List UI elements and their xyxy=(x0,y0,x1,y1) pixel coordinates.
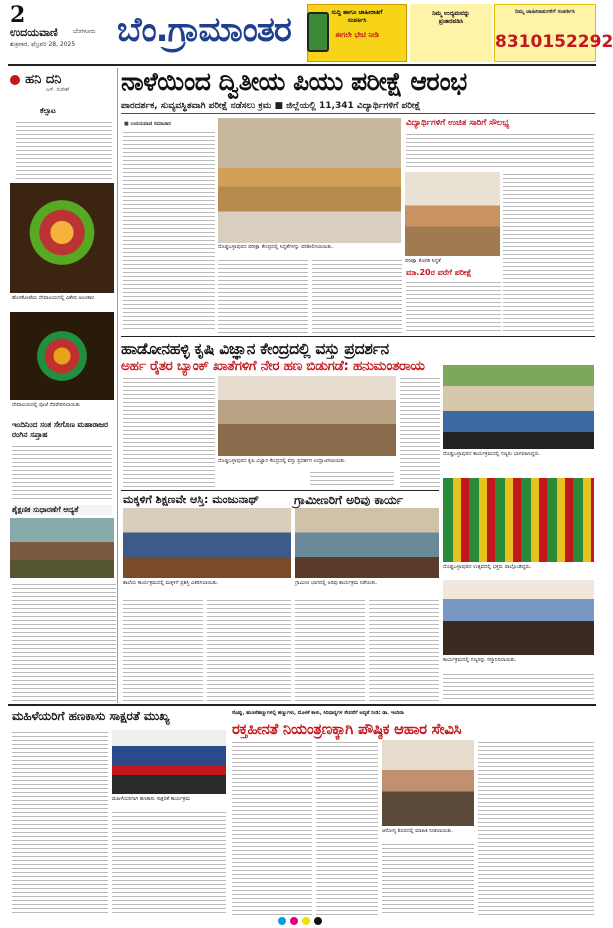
festival-photo xyxy=(443,478,594,562)
lead-col2 xyxy=(218,258,308,333)
lead-subhead-rule xyxy=(121,113,595,114)
bottom-col4 xyxy=(316,740,378,915)
ad1-line1: ಸುದ್ದಿ ಹಾಗೂ ಜಾಹೀರಾತಿಗೆ xyxy=(331,9,383,16)
sidebar-story2-text xyxy=(12,582,116,702)
krishi-expo-photo xyxy=(218,376,396,456)
women-finance-photo-caption: ಮಹಿಳೆಯರಿಗಾಗಿ ಹಣಕಾಸು ಸಾಕ್ಷರತೆ ಕಾರ್ಯಕ್ರಮ xyxy=(112,796,190,802)
classroom-photo xyxy=(405,172,500,256)
ad1-line3: ಈಗಲೇ ಭೇಟಿ ನೀಡಿ xyxy=(335,31,379,39)
ad2-line2: ಪ್ರಚಾರಪಡಿಸಿ xyxy=(438,18,464,25)
story2-col1 xyxy=(123,376,215,488)
story2-bottom-rule xyxy=(121,490,439,491)
ad3-line1: ನಿಮ್ಮ ಜಾಹೀರಾತುಗಳಿಗೆ ಸಂಪರ್ಕಿಸಿ xyxy=(515,9,575,15)
ad1-line2: ಸಂಪರ್ಕಿಸಿ xyxy=(347,17,367,24)
poem-title: ಕೆಲ್ಸಾಟ xyxy=(40,107,56,115)
registration-marks xyxy=(0,917,600,927)
deity-photo-2 xyxy=(10,312,114,400)
health-camp-photo-caption: ಆರೋಗ್ಯ ಶಿಬಿರದಲ್ಲಿ ಮಾಹಿತಿ ನೀಡಲಾಯಿತು. xyxy=(382,828,453,834)
women-finance-photo xyxy=(112,730,226,794)
lead-box2-headline: ಮಾ.20ರ ವರೆಗೆ ಪರೀಕ್ಷೆ xyxy=(406,268,472,277)
deity-photo-1-caption: ಹೊಸಕೋಟೆಯ ದೇವಾಲಯದಲ್ಲಿ ವಿಶೇಷ ಅಲಂಕಾರ xyxy=(12,295,94,301)
lead-col1 xyxy=(123,130,215,330)
bottom-section-rule xyxy=(8,704,596,706)
sidebar-story1-text xyxy=(12,444,112,502)
lead-headline: ನಾಳೆಯಿಂದ ದ್ವಿತೀಯ ಪಿಯು ಪರೀಕ್ಷೆ ಆರಂಭ xyxy=(121,67,467,96)
bottom-headline-1: ಮಹಿಳೆಯರಿಗೆ ಹಣಕಾಸು ಸಾಕ್ಷರತೆ ಮುಖ್ಯ xyxy=(12,709,170,723)
lead-bottom-rule xyxy=(121,336,595,337)
story3-col2 xyxy=(207,598,291,702)
story4-col1 xyxy=(295,598,365,702)
bottom-kicker: ಸೊಪ್ಪು, ಹುಣಸೆಹಣ್ಣುಗಳಲ್ಲಿ ಹಣ್ಣುಗಳು, ಮೊಳಕೆ ಕಾಳು, ಸಿರಿಧಾನ್ಯಗಳ ಸೇವನೆಗೆ ಆದ್ಯತೆ ನೀಡಿ: ಡಾ. ಇಂದಿರಾ xyxy=(232,710,404,716)
bottom-col1 xyxy=(12,730,108,915)
exam-hall-photo xyxy=(218,118,401,243)
ad2-line1: ನಿಮ್ಮ ಉದ್ಯಮವನ್ನು xyxy=(432,10,470,17)
health-camp-photo xyxy=(382,740,474,826)
school-award-photo-caption: ಶಾಲೆಯ ಕಾರ್ಯಕ್ರಮದಲ್ಲಿ ಮಕ್ಕಳಿಗೆ ಪ್ರಶಸ್ತಿ ವಿತರಿಸಲಾಯಿತು. xyxy=(123,580,219,586)
sidebar-divider xyxy=(117,68,118,703)
story2-headline-1: ಹಾಡೋನಹಳ್ಳಿ ಕೃಷಿ ವಿಜ್ಞಾನ ಕೇಂದ್ರದಲ್ಲಿ ವಸ್ತು ಪ್ರದರ್ಶನ xyxy=(121,340,389,358)
felicitation-photo-caption: ಕಾರ್ಯಕ್ರಮದಲ್ಲಿ ಗಣ್ಯರನ್ನು ಸನ್ಮಾನಿಸಲಾಯಿತು. xyxy=(443,657,517,663)
poem-text xyxy=(16,120,112,182)
story3-headline: ಮಕ್ಕಳಿಗೆ ಶಿಕ್ಷಣವೇ ಆಸ್ತಿ: ಮಂಜುನಾಥ್ xyxy=(123,493,260,506)
lead-box-headline: ವಿದ್ಯಾರ್ಥಿಗಳಿಗೆ ಉಚಿತ ಸಾರಿಗೆ ಸೌಲಭ್ಯ xyxy=(406,118,510,128)
registration-mark-icon xyxy=(290,917,298,925)
story2-col3 xyxy=(400,376,440,488)
ad-phone-number: 8310152292 xyxy=(495,32,613,52)
awareness-photo xyxy=(295,508,439,578)
bottom-headline-2: ರಕ್ತಹೀನತೆ ನಿಯಂತ್ರಣಕ್ಕಾಗಿ ಪೌಷ್ಠಿಕ ಆಹಾರ ಸೇವಿಸಿ xyxy=(232,720,462,738)
classroom-photo-caption: ಪರೀಕ್ಷಾ ಕೊಠಡಿ ಸಿದ್ಧತೆ xyxy=(405,258,441,264)
event-group-photo-caption: ದೊಡ್ಡಬಳ್ಳಾಪುರದ ಕಾರ್ಯಕ್ರಮದಲ್ಲಿ ಗಣ್ಯರು ಭಾಗವಹಿಸಿದ್ದರು. xyxy=(443,451,541,457)
story4-headline: ಗ್ರಾಮೀಣರಿಗೆ ಅರಿವು ಕಾರ್ಯ xyxy=(294,493,404,507)
school-award-photo xyxy=(123,508,291,578)
event-group-photo xyxy=(443,365,594,449)
story5-text xyxy=(443,672,594,702)
sidebar-brand-title: ಹನಿ ದನಿ xyxy=(25,72,62,87)
registration-mark-icon xyxy=(278,917,286,925)
paper-name: ಉದಯವಾಣಿ xyxy=(10,26,58,39)
bottom-col2 xyxy=(112,810,226,915)
honey-drop-icon xyxy=(10,75,20,85)
deity-photo-1 xyxy=(10,183,114,293)
lead-col4 xyxy=(503,172,594,332)
story4-col2 xyxy=(369,598,439,702)
sidebar-byline: ಎಸ್. ಸುರೇಶ್ xyxy=(46,87,70,93)
section-title: ಬೆಂ.ಗ್ರಾಮಾಂತರ xyxy=(117,10,291,50)
sidebar-story2-headline: ಶೈಕ್ಷಣಿಕ ಸುಧಾರಣೆಗೆ ಆದ್ಯತೆ xyxy=(12,505,112,515)
bottom-col3 xyxy=(232,740,312,915)
bottom-col5 xyxy=(382,842,474,915)
sidebar-photo-3 xyxy=(10,518,114,578)
ad-banner-3 xyxy=(494,4,613,62)
lead-col3 xyxy=(312,258,402,333)
awareness-photo-caption: ಗ್ರಾಮೀಣ ಭಾಗದಲ್ಲಿ ಅರಿವು ಕಾರ್ಯಕ್ರಮ ನಡೆಯಿತು. xyxy=(295,580,378,586)
sidebar-story1-headline: ಇಂದಿನಿಂದ ಸಂತ ಸೇಗೊಣ ಮಹಾರಾಜರ ರಂಗಿನ ಸಪ್ತಾಹ xyxy=(12,420,108,439)
story2-headline-2: ಅರ್ಹ ರೈತರ ಬ್ಯಾಂಕ್ ಖಾತೆಗಳಿಗೆ ನೇರ ಹಣ ಬಿಡುಗಡೆ: ಹನುಮಂತರಾಯ xyxy=(121,358,425,374)
bottom-col6 xyxy=(478,740,594,915)
lead-dateline: ■ ಉದಯವಾಣಿ ಸಮಾಚಾರ xyxy=(124,121,171,127)
story3-col1 xyxy=(123,598,203,702)
festival-photo-caption: ದೊಡ್ಡಬಳ್ಳಾಪುರದ ಉತ್ಸವದಲ್ಲಿ ಭಕ್ತರು ಪಾಲ್ಗೊಂಡಿದ್ದರು. xyxy=(443,564,532,570)
edition-name: ಬೆಂಗಳೂರು xyxy=(73,28,96,35)
exam-hall-photo-caption: ದೊಡ್ಡಬಳ್ಳಾಪುರದ ಪರೀಕ್ಷಾ ಕೇಂದ್ರದಲ್ಲಿ ಸಿದ್ಧತೆಗಳನ್ನು ಪರಿಶೀಲಿಸಲಾಯಿತು. xyxy=(218,244,334,250)
ad-banner-2 xyxy=(410,4,492,62)
deity-photo-2-caption: ದೇವಾಲಯದಲ್ಲಿ ಪೂಜೆ ನೆರವೇರಿಸಲಾಯಿತು xyxy=(12,402,80,408)
dateline: ಶುಕ್ರವಾರ, ಫೆಬ್ರವರಿ 28, 2025 xyxy=(10,41,76,48)
lead-box-text xyxy=(406,132,594,170)
lead-box2-text xyxy=(406,280,501,332)
story2-col2 xyxy=(310,470,394,488)
page-number: 2 xyxy=(10,2,26,28)
masthead-rule xyxy=(8,64,596,66)
phone-mockup xyxy=(307,12,329,52)
krishi-expo-photo-caption: ದೊಡ್ಡಬಳ್ಳಾಪುರದ ಕೃಷಿ ವಿಜ್ಞಾನ ಕೇಂದ್ರದಲ್ಲಿ ವಸ್ತು ಪ್ರದರ್ಶನ ಉದ್ಘಾಟಿಸಲಾಯಿತು. xyxy=(218,458,347,464)
registration-mark-icon xyxy=(314,917,322,925)
lead-subhead: ಪಾರದರ್ಶಕ, ಸುವ್ಯವಸ್ಥಿತವಾಗಿ ಪರೀಕ್ಷೆ ನಡೆಸಲು ಕ್ರಮ ■ ಜಿಲ್ಲೆಯಲ್ಲಿ 11,341 ವಿದ್ಯಾರ್ಥಿಗಳಿಗೆ ಪರೀಕ್ಷೆ xyxy=(121,101,421,111)
registration-mark-icon xyxy=(302,917,310,925)
felicitation-photo xyxy=(443,580,594,655)
